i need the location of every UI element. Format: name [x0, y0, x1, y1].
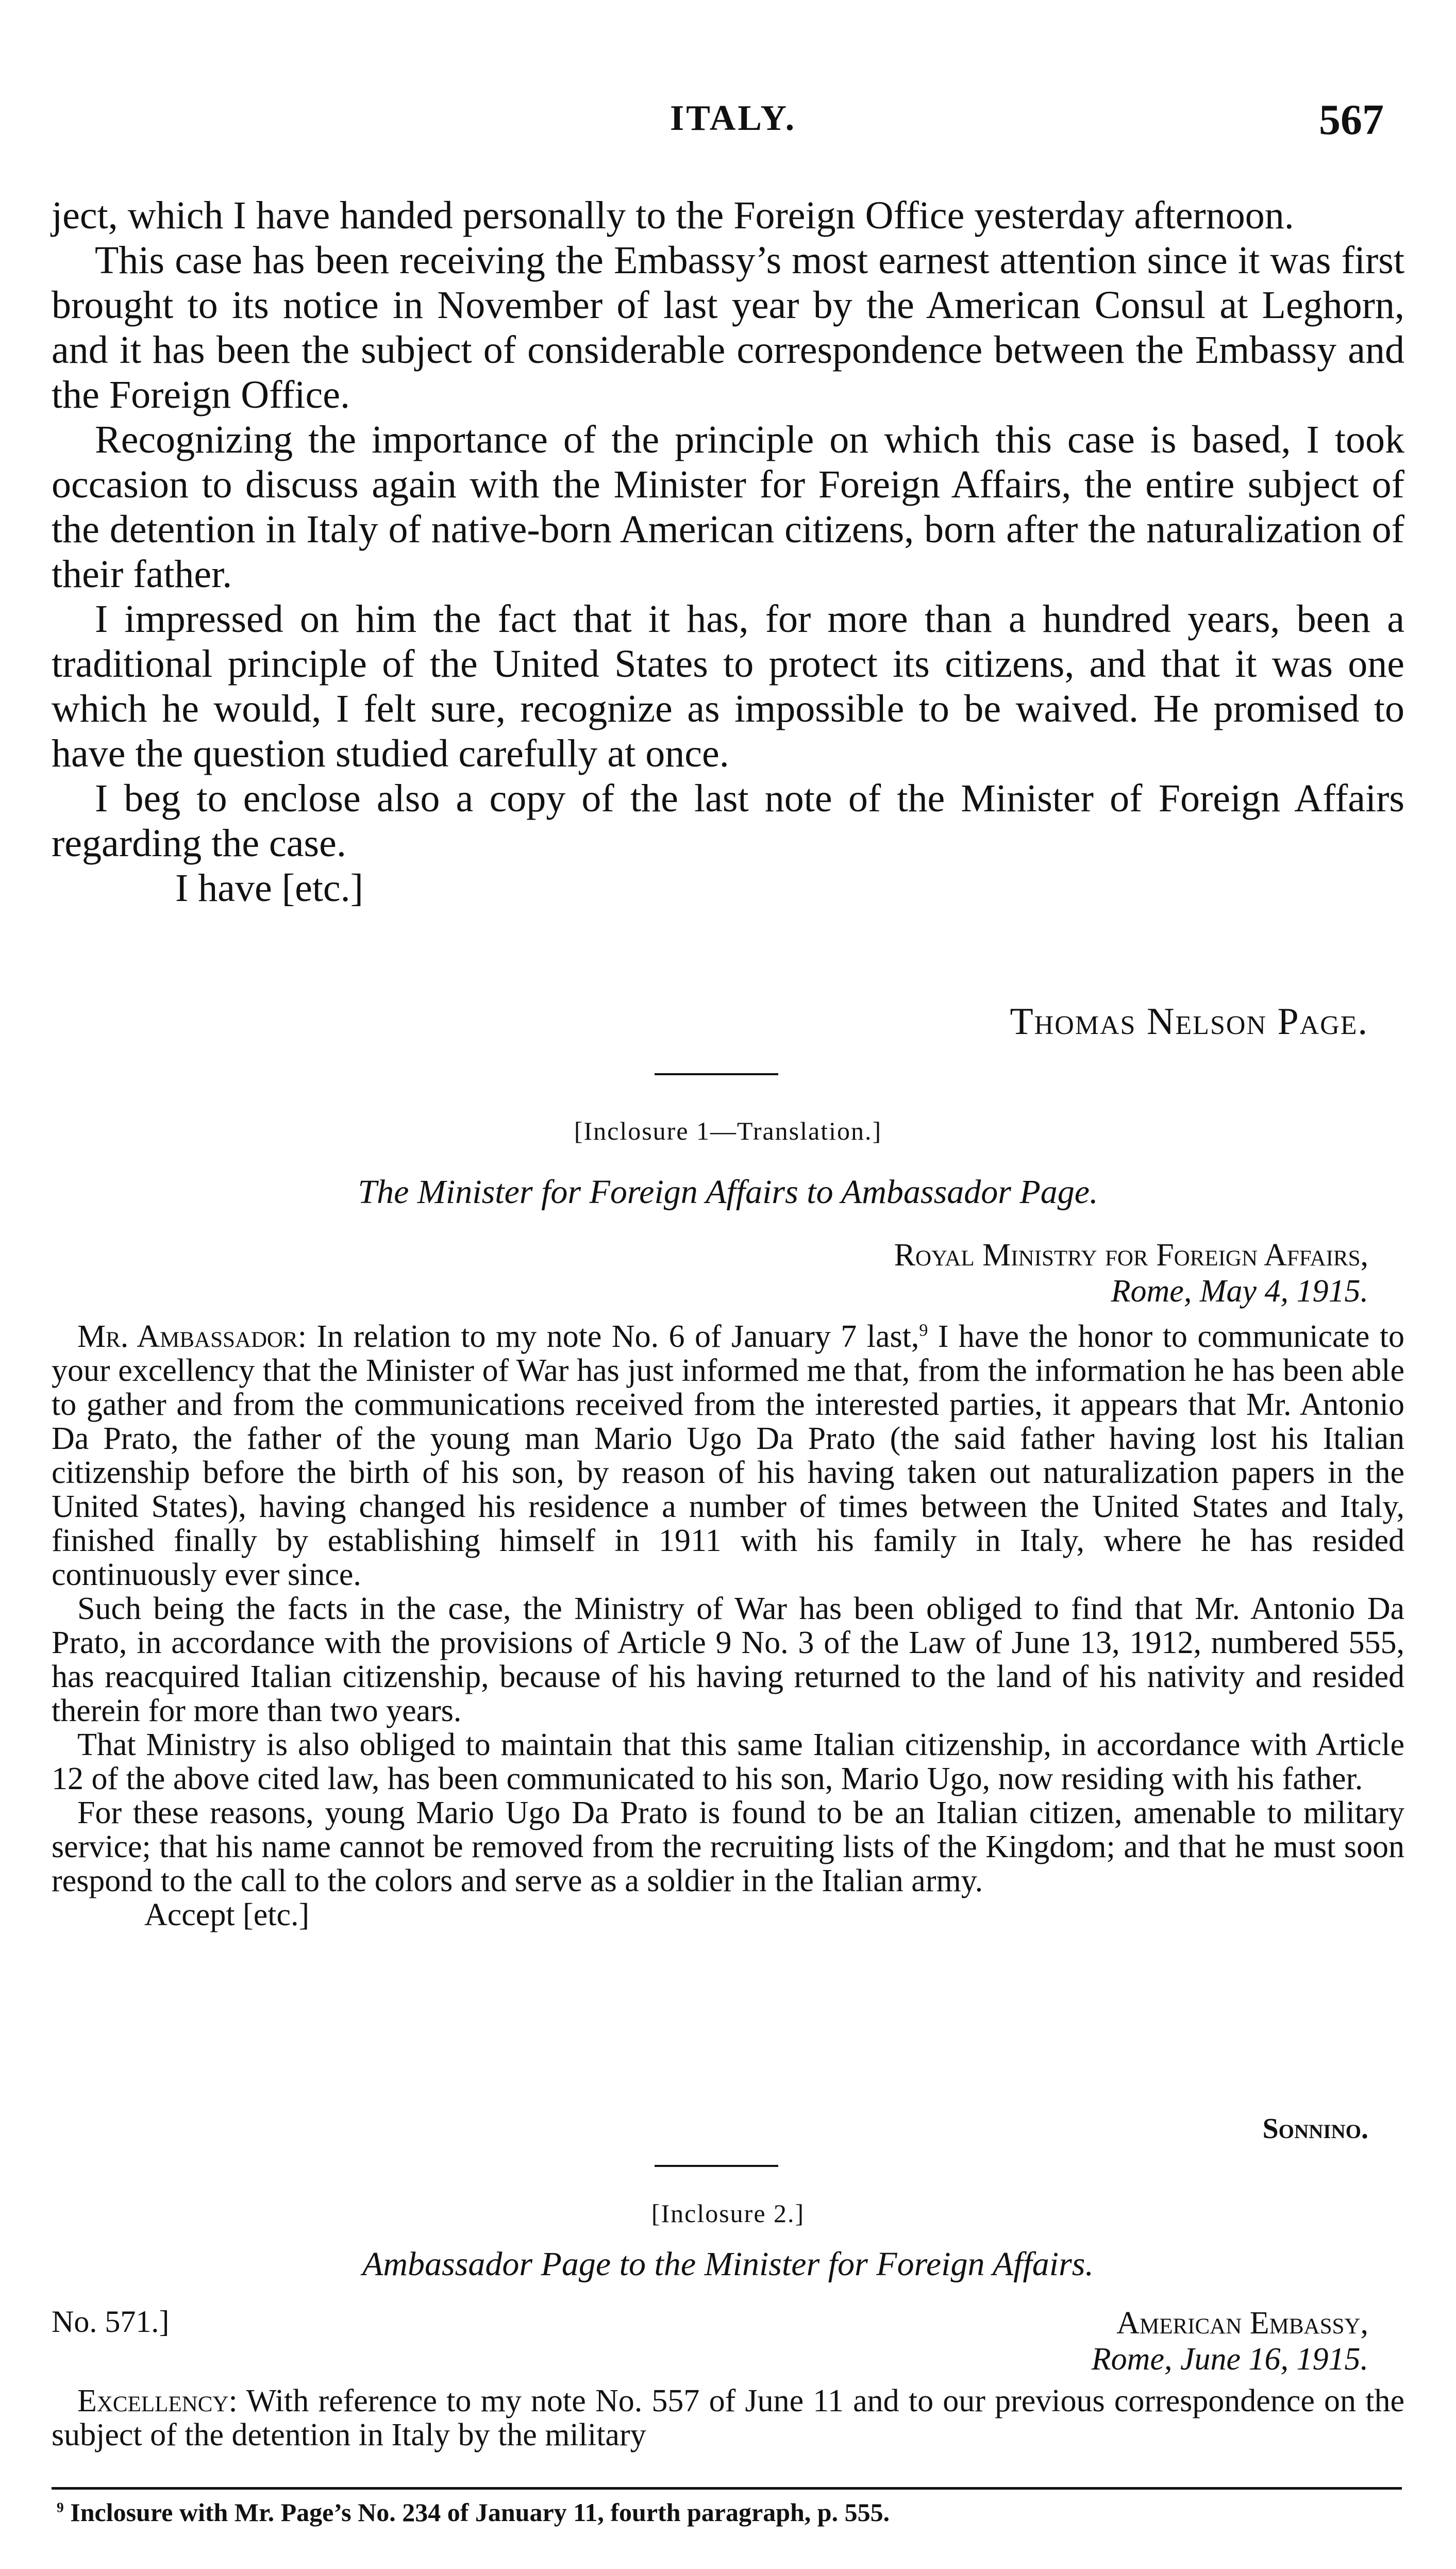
letter-paragraph-1: ject, which I have handed personally to the Foreign Office yesterday afternoon.	[52, 194, 1294, 237]
letter-paragraph-2: This case has been receiving the Embassy’s most earnest attention since it was first brought to its notice in November of last year by the American Consul at Leghorn, and it has been the subject of considerable correspondence between the Embassy and the Foreign Office.	[52, 239, 1404, 416]
inclosure2-title: Ambassador Page to the Minister for Foreign Affairs.	[362, 2245, 1094, 2283]
letter-body	[52, 193, 1404, 911]
inclosure1-paragraph-3: That Ministry is also obliged to maintain that this same Italian citizenship, in accordance with Article 12 of the above cited law, has been communicated to his son, Mario Ugo, now residing with his father.	[52, 1727, 1404, 1796]
inclosure2-text: : With reference to my note No. 557 of June 11 and to our previous correspondence on the subject of the detention in Italy by the military	[52, 2383, 1404, 2453]
footnote-mark: 9	[57, 2499, 64, 2515]
inclosure1-date: Rome, May 4, 1915.	[1111, 1274, 1368, 1309]
inclosure1-opening: : In relation to my note No. 6 of January 7 last,	[297, 1319, 919, 1354]
running-title: ITALY.	[670, 98, 797, 138]
inclosure2-dateline	[1092, 2305, 1368, 2377]
footnote-rule	[52, 2487, 1402, 2490]
inclosure1-paragraph-1	[52, 1320, 1404, 1592]
inclosure1-paragraph-2: Such being the facts in the case, the Ministry of War has been obliged to find that Mr. Antonio Da Prato, in accordance with the provisions of Article 9 No. 3 of the Law of June 13, 1912, numbered 555, has reacquired Italian citizenship, because of his having returned to the land of his nativity and resided therein for more than two years.	[52, 1591, 1404, 1728]
inclosure1-place: Royal Ministry for Foreign Affairs,	[894, 1238, 1368, 1273]
section-divider	[655, 1073, 778, 1075]
inclosure1-salutation: Mr. Ambassador	[77, 1319, 298, 1354]
inclosure2-label: [Inclosure 2.]	[651, 2199, 805, 2228]
inclosure1-paragraph-4: For these reasons, young Mario Ugo Da Prato is found to be an Italian citizen, amenable to military service; that his name cannot be removed from the recruiting lists of the Kingdom; and that he must soon respond to the call to the colors and serve as a soldier in the Italian army.	[52, 1795, 1404, 1898]
inclosure2-salutation: Excellency	[77, 2383, 229, 2418]
letter-closing: I have [etc.]	[175, 866, 363, 910]
inclosure2-number: No. 571.]	[52, 2305, 170, 2339]
footnote-reference: 9	[919, 1321, 928, 1340]
inclosure2-body	[52, 2384, 1404, 2452]
inclosure1-label: [Inclosure 1—Translation.]	[574, 1116, 882, 1145]
inclosure1-title: The Minister for Foreign Affairs to Ambassador Page.	[358, 1173, 1098, 1211]
inclosure2-paragraph-1	[52, 2384, 1404, 2452]
inclosure1-dateline	[894, 1237, 1368, 1309]
letter-paragraph-3: Recognizing the importance of the principle on which this case is based, I took occasion to discuss again with the Minister for Foreign Affairs, the entire subject of the detention in Italy of native-born American citizens, born after the naturalization of their father.	[52, 418, 1404, 596]
inclosure1-closing: Accept [etc.]	[144, 1897, 310, 1932]
footnote	[57, 2497, 890, 2527]
inclosure2-date: Rome, June 16, 1915.	[1091, 2342, 1368, 2377]
page-number: 567	[1319, 96, 1384, 144]
inclosure1-signature: Sonnino.	[1262, 2113, 1368, 2145]
letter-paragraph-4: I impressed on him the fact that it has, for more than a hundred years, been a traditional principle of the United States to protect its citizens, and that it was one which he would, I felt sure, recognize as impossible to be waived. He promised to have the question studied carefully at once.	[52, 597, 1404, 775]
running-head	[0, 98, 1456, 155]
footnote-text: Inclosure with Mr. Page’s No. 234 of January 11, fourth paragraph, p. 555.	[63, 2498, 890, 2527]
letter-paragraph-5: I beg to enclose also a copy of the last note of the Minister of Foreign Affairs regarding the case.	[52, 777, 1404, 865]
letter-signature: Thomas Nelson Page.	[1010, 1000, 1368, 1043]
inclosure1-opening-cont: I have the honor to communicate to your excellency that the Minister of War has just informed me that, from the information he has been able to gather and from the communications received from the interested parties, it appears that Mr. Antonio Da Prato, the father of the young man Mario Ugo Da Prato (the said father having lost his Italian citizenship before the birth of his son, by reason of his having taken out naturalization papers in the United States), having changed his residence a number of times between the United States and Italy, finished finally by establishing himself in 1911 with his family in Italy, where he has resided continuously ever since.	[52, 1319, 1404, 1592]
inclosure2-place: American Embassy,	[1116, 2306, 1368, 2341]
inclosure1-body	[52, 1320, 1404, 1932]
section-divider-2	[655, 2165, 778, 2167]
